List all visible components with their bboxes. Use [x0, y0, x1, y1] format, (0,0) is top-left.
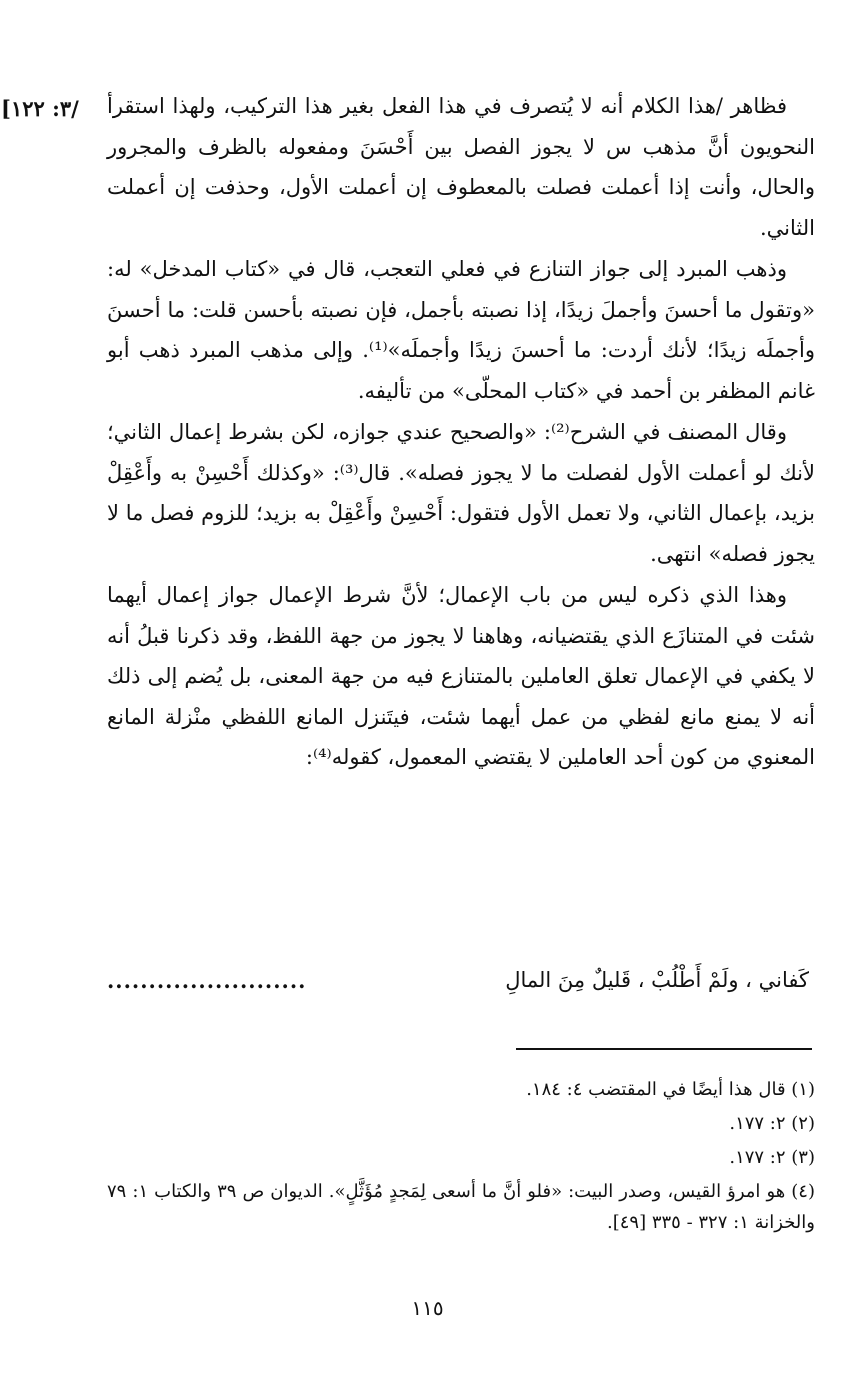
poem-verse [107, 968, 815, 1008]
page-number: ١١٥ [411, 1296, 444, 1320]
footnote-3: (٣) ٢: ١٧٧. [729, 1147, 815, 1168]
poem-first-hemistich: كَفاني ، ولَمْ أَطْلُبْ ، قَليلٌ مِنَ المالِ [505, 968, 809, 992]
footnote-1: (١) قال هذا أيضًا في المقتضب ٤: ١٨٤. [526, 1079, 815, 1100]
main-text [107, 86, 815, 778]
paragraph-4: وهذا الذي ذكره ليس من باب الإعمال؛ لأنَّ شرط الإعمال جواز إعمال أيهما شئت في المتنازَع الذي يقتضيانه، وهاهنا لا يجوز من جهة اللفظ، وقد ذكرنا قبلُ أنه لا يكفي في الإعمال تعلق العاملين بالمتنازع فيه من جهة المعنى، بل يُضم إلى ذلك أنه لا يمنع مانع لفظي من عمل أيهما شئت، فيتَنزل المانع اللفظي منْزلة المانع المعنوي من كون أحد العاملين لا يقتضي المعمول، كقوله⁽⁴⁾: [107, 583, 815, 769]
paragraph-2: وذهب المبرد إلى جواز التنازع في فعلي التعجب، قال في «كتاب المدخل» له: «وتقول ما أحسنَ وأجملَ زيدًا، إذا نصبته بأجمل، فإن نصبته بأحسن قلت: ما أحسنَ وأجملَه زيدًا؛ لأنك أردت: ما أحسنَ زيدًا وأجملَه»⁽¹⁾. وإلى مذهب المبرد ذهب أبو غانم المظفر بن أحمد في «كتاب المحلّى» من تأليفه. [107, 257, 815, 403]
paragraph-3: وقال المصنف في الشرح⁽²⁾: «والصحيح عندي جوازه، لكن بشرط إعمال الثاني؛ لأنك لو أعملت الأول لفصلت ما لا يجوز فصله». قال⁽³⁾: «وكذلك أَحْسِنْ به وأَعْقِلْ بزيد، بإعمال الثاني، ولا تعمل الأول فتقول: أَحْسِنْ وأَعْقِلْ به بزيد؛ للزوم فصل ما لا يجوز فصله» انتهى. [107, 420, 815, 566]
footnotes [107, 1074, 815, 1241]
poem-second-hemistich: ........................ [107, 968, 307, 993]
paragraph-1: فظاهر /هذا الكلام أنه لا يُتصرف في هذا الفعل بغير هذا التركيب، ولهذا استقرأ النحويون أنَّ مذهب س لا يجوز الفصل بين أَحْسَنَ ومفعوله بالظرف والمجرور والحال، وأنت إذا أعملت فصلت بالمعطوف إن أعملت الأول، وحذفت إن أعملت الثاني. [107, 94, 815, 240]
footnote-divider [516, 1048, 812, 1050]
footnote-4: (٤) هو امرؤ القيس، وصدر البيت: «فلو أنَّ ما أسعى لِمَجدٍ مُؤَثَّلٍ». الديوان ص ٣٩ والكتاب ١: ٧٩ والخزانة ١: ٣٢٧ - ٣٣٥ [٤٩]. [107, 1181, 815, 1233]
footnote-2: (٢) ٢: ١٧٧. [729, 1113, 815, 1134]
margin-reference: [٣: ١٢٢/ [1, 96, 79, 121]
